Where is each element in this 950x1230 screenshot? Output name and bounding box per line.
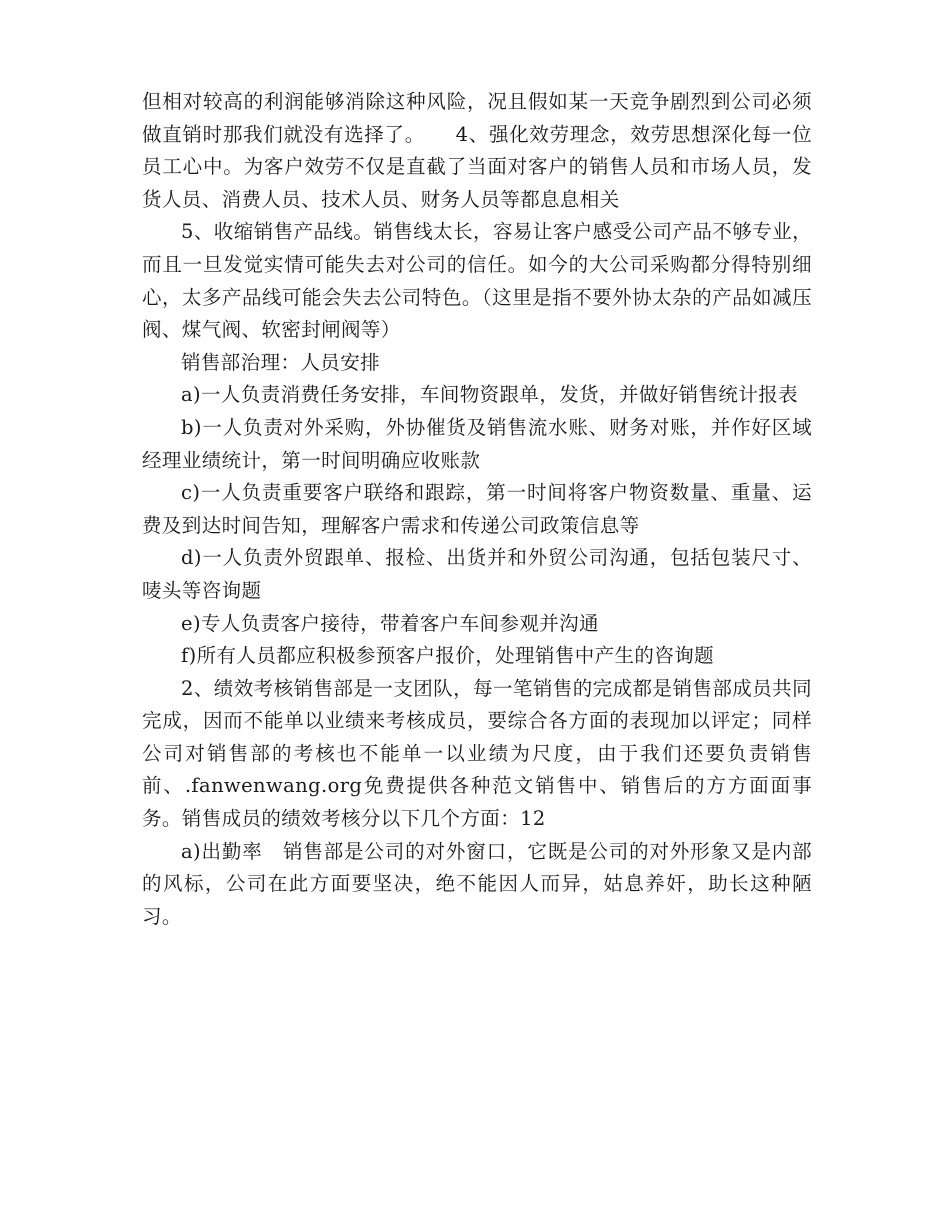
list-item-f-quotation: f)所有人员都应积极参预客户报价，处理销售中产生的咨询题 — [181, 644, 715, 668]
list-item-b-purchasing: b)一人负责对外采购，外协催货及销售流水账、财务对账，并作好区域经理业绩统计，第一时间明确应收账款 — [142, 415, 812, 472]
list-item-a-production: a)一人负责消费任务安排，车间物资跟单，发货，并做好销售统计报表 — [181, 383, 799, 407]
document-page — [142, 86, 812, 933]
paragraph-performance-review: 2、绩效考核销售部是一支团队，每一笔销售的完成都是销售部成员共同完成，因而不能单以业绩来考核成员，要综合各方面的表现加以评定；同样公司对销售部的考核也不能单一以业绩为尺度，由于我们还要负责销售前、.fanwenwang.org免费提供各种范文销售中、销售后的方方面面事务。销售成员的绩效考核分以下几个方面：12 — [142, 676, 812, 831]
paragraph-risk-continued: 但相对较高的利润能够消除这种风险，况且假如某一天竞争剧烈到公司必须做直销时那我们就没有选择了。 4、强化效劳理念，效劳思想深化每一位员工心中。为客户效劳不仅是直截了当面对客户的销售人员和市场人员，发货人员、消费人员、技术人员、财务人员等都息息相关 — [142, 90, 812, 211]
paragraph-attendance: a)出勤率 销售部是公司的对外窗口，它既是公司的对外形象又是内部的风标，公司在此方面要坚决，绝不能因人而异，姑息养奸，助长这种陋习。 — [142, 839, 812, 928]
list-item-d-foreign-trade: d)一人负责外贸跟单、报检、出货并和外贸公司沟通，包括包装尺寸、唛头等咨询题 — [142, 546, 812, 602]
list-item-e-reception: e)专人负责客户接待，带着客户车间参观并沟通 — [181, 611, 599, 635]
section-heading-staffing: 销售部治理：人员安排 — [181, 350, 381, 374]
paragraph-shrink-product-line: 5、收缩销售产品线。销售线太长，容易让客户感受公司产品不够专业，而且一旦发觉实情可能失去对公司的信任。如今的大公司采购都分得特别细心，太多产品线可能会失去公司特色。（这里是指不要外协太杂的产品如减压阀、煤气阀、软密封闸阀等） — [142, 220, 812, 342]
list-item-c-key-clients: c)一人负责重要客户联络和跟踪，第一时间将客户物资数量、重量、运费及到达时间告知，理解客户需求和传递公司政策信息等 — [142, 481, 812, 537]
